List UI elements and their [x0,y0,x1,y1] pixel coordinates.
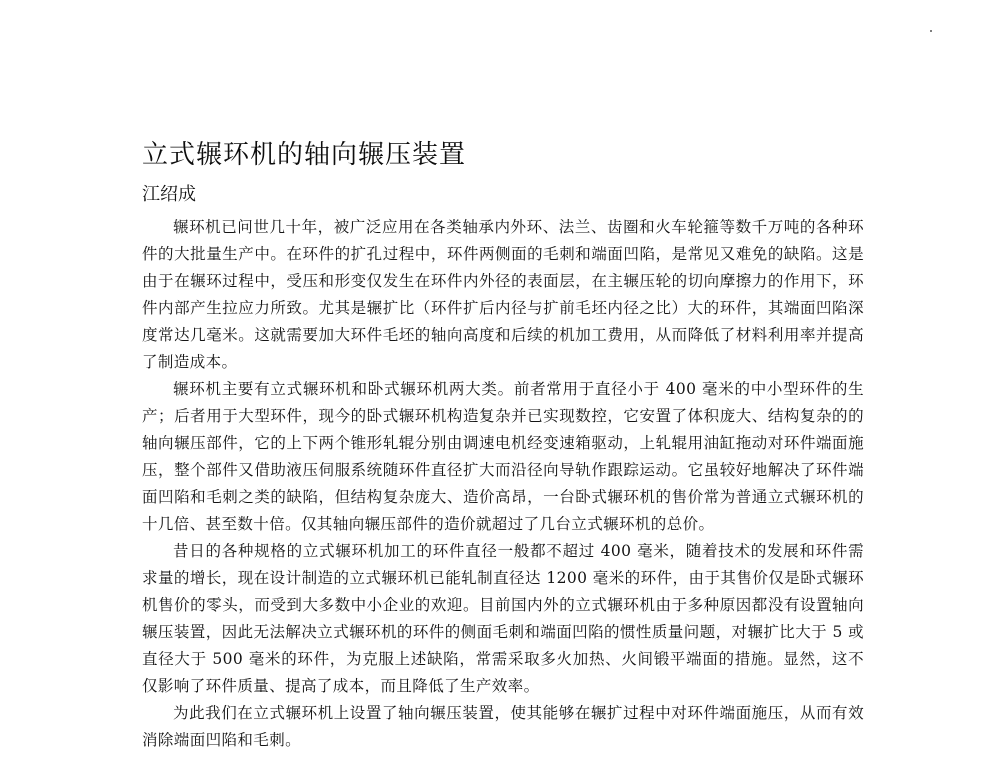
scan-speck [930,30,932,32]
paragraph-3: 昔日的各种规格的立式辗环机加工的环件直径一般都不超过 400 毫米，随着技术的发展和环件需求量的增长，现在设计制造的立式辗环机已能轧制直径达 1200 毫米的环件，由于其售价仅是卧式辗环机售价的零头，而受到大多数中小企业的欢迎。目前国内外的立式辗环机由于多种原因都没有设置轴向辗压装置，因此无法解决立式辗环机的环件的侧面毛刺和端面凹陷的惯性质量问题，对辗扩比大于 5 或直径大于 500 毫米的环件，为克服上述缺陷，常需采取多火加热、火间锻平端面的措施。显然，这不仅影响了环件质量、提高了成本，而且降低了生产效率。 [142,542,864,695]
article-title: 立式辗环机的轴向辗压装置 [142,140,467,170]
paragraph-1: 辗环机已问世几十年，被广泛应用在各类轴承内外环、法兰、齿圈和火车轮箍等数千万吨的各种环件的大批量生产中。在环件的扩孔过程中，环件两侧面的毛刺和端面凹陷，是常见又难免的缺陷。这是由于在辗环过程中，受压和形变仅发生在环件内外径的表面层，在主辗压轮的切向摩擦力的作用下，环件内部产生拉应力所致。尤其是辗扩比（环件扩后内径与扩前毛坯内径之比）大的环件，其端面凹陷深度常达几毫米。这就需要加大环件毛坯的轴向高度和后续的机加工费用，从而降低了材料利用率并提高了制造成本。 [142,218,864,371]
article-author: 江绍成 [142,184,196,205]
article [142,138,864,749]
paragraph-2: 辗环机主要有立式辗环机和卧式辗环机两大类。前者常用于直径小于 400 毫米的中小型环件的生产；后者用于大型环件，现今的卧式辗环机构造复杂并已实现数控，它安置了体积庞大、结构复杂的的轴向辗压部件，它的上下两个锥形轧辊分别由调速电机经变速箱驱动，上轧辊用油缸拖动对环件端面施压，整个部件又借助液压伺服系统随环件直径扩大而沿径向导轨作跟踪运动。它虽较好地解决了环件端面凹陷和毛刺之类的缺陷，但结构复杂庞大、造价高昂，一台卧式辗环机的售价常为普通立式辗环机的十几倍、甚至数十倍。仅其轴向辗压部件的造价就超过了几台立式辗环机的总价。 [142,380,864,533]
paragraph-4-cut-off: 为此我们在立式辗环机上设置了轴向辗压装置，使其能够在辗扩过程中对环件端面施压，从而有效消除端面凹陷和毛刺。 [142,704,864,749]
